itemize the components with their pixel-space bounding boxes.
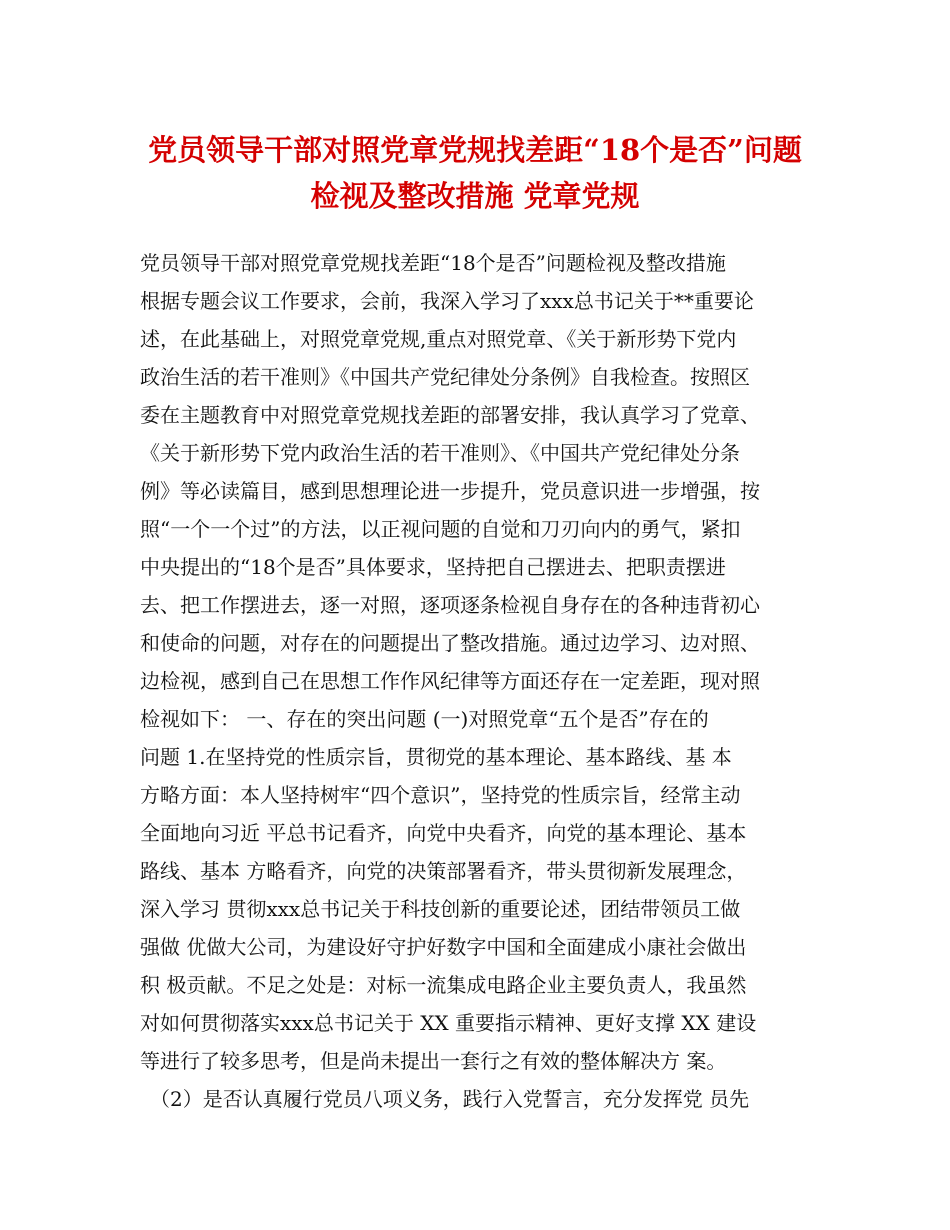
body-text-line: 委在主题教育中对照党章党规找差距的部署安排，我认真学习了党章、 [140,403,760,427]
body-text-line: （2）是否认真履行党员八项义务，践行入党誓言，充分发挥党 员先 [150,1087,750,1111]
body-text-line: 路线、基本 方略看齐，向党的决策部署看齐，带头贯彻新发展理念， [140,859,747,883]
body-text-line: 例》等必读篇目，感到思想理论进一步提升，党员意识进一步增强，按 [140,479,760,503]
body-text-line: 和使命的问题，对存在的问题提出了整改措施。通过边学习、边对照、 [140,631,760,655]
body-text-line: 全面地向习近 平总书记看齐，向党中央看齐，向党的基本理论、基本 [140,821,747,845]
body-text-line: 中央提出的“18个是否”具体要求，坚持把自己摆进去、把职责摆进 [140,555,726,579]
body-text-line: 政治生活的若干准则》《中国共产党纪律处分条例》自我检查。按照区 [140,365,750,389]
document-title-line-1: 党员领导干部对照党章党规找差距“18个是否”问题 [148,133,802,167]
body-text-line: 检视如下： 一、存在的突出问题 (一)对照党章“五个是否”存在的 [140,707,709,731]
body-text-line: 边检视，感到自己在思想工作作风纪律等方面还存在一定差距，现对照 [140,669,760,693]
body-text-line: 述，在此基础上，对照党章党规,重点对照党章、《关于新形势下党内 [140,327,737,351]
body-text-line: 《关于新形势下党内政治生活的若干准则》、《中国共产党纪律处分条 [140,441,740,465]
body-text-line: 对如何贯彻落实xxx总书记关于 XX 重要指示精神、更好支撑 XX 建设 [140,1011,757,1035]
body-text-line: 等进行了较多思考，但是尚未提出一套行之有效的整体解决方 案。 [140,1049,727,1073]
body-text-line: 去、把工作摆进去，逐一对照，逐项逐条检视自身存在的各种违背初心 [140,593,760,617]
body-text-line: 方略方面：本人坚持树牢“四个意识”，坚持党的性质宗旨，经常主动 [140,783,741,807]
body-text-line: 积 极贡献。不足之处是：对标一流集成电路企业主要负责人，我虽然 [140,973,747,997]
document-title-line-2: 检视及整改措施 党章党规 [310,179,640,213]
body-text-line: 深入学习 贯彻xxx总书记关于科技创新的重要论述，团结带领员工做 [140,897,741,921]
body-text-line: 问题 1.在坚持党的性质宗旨，贯彻党的基本理论、基本路线、基 本 [140,745,732,769]
body-text-line: 照“一个一个过”的方法，以正视问题的自觉和刀刃向内的勇气，紧扣 [140,517,741,541]
body-text-line: 根据专题会议工作要求，会前，我深入学习了xxx总书记关于**重要论 [140,289,754,313]
body-text-line: 强做 优做大公司，为建设好守护好数字中国和全面建成小康社会做出 [140,935,747,959]
body-text-line: 党员领导干部对照党章党规找差距“18个是否”问题检视及整改措施 [140,251,726,275]
